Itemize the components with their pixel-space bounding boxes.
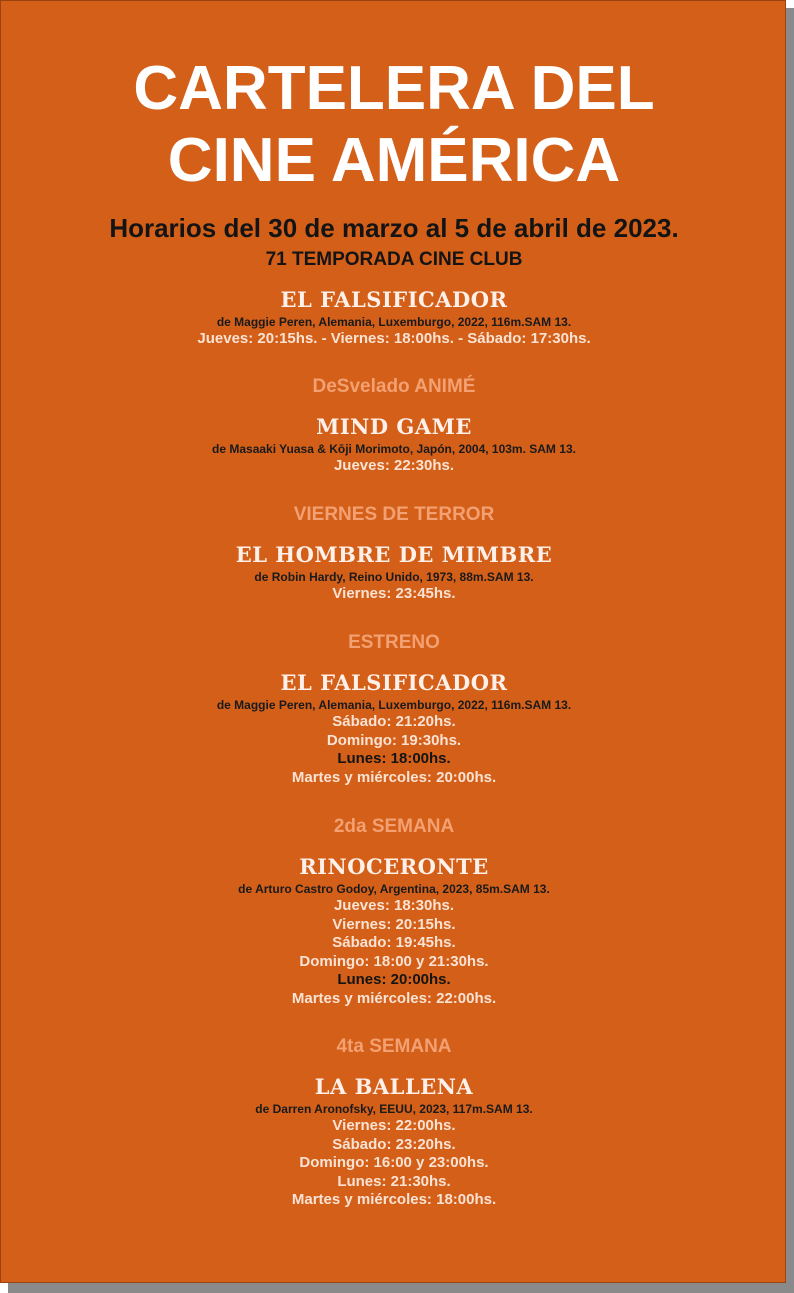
section-heading: VIERNES DE TERROR — [293, 504, 495, 525]
showtime: Martes y miércoles: 18:00hs. — [291, 1191, 497, 1209]
showtime: Lunes: 18:00hs. — [337, 750, 451, 768]
showtime: Viernes: 23:45hs. — [332, 585, 456, 602]
section-heading: 4ta SEMANA — [336, 1036, 452, 1057]
showtimes — [1, 585, 787, 604]
showtimes — [1, 1117, 787, 1210]
movie-credits: de Darren Aronofsky, EEUU, 2023, 117m.SAM 13. — [255, 1102, 533, 1116]
showtime: Viernes: 22:00hs. — [332, 1117, 456, 1134]
movie-title: EL FALSIFICADOR — [280, 670, 508, 695]
movie-title: LA BALLENA — [314, 1074, 474, 1099]
season-label: 71 TEMPORADA CINE CLUB — [265, 249, 523, 270]
movie-credits: de Maggie Peren, Alemania, Luxemburgo, 2022, 116m.SAM 13. — [216, 698, 572, 712]
movie-section — [1, 286, 787, 349]
movie-section — [1, 1035, 787, 1210]
showtime: Jueves: 22:30hs. — [333, 457, 455, 474]
showtime: Viernes: 20:15hs. — [332, 915, 456, 933]
showtimes — [1, 457, 787, 476]
showtime: Sábado: 21:20hs. — [332, 713, 456, 730]
showtimes — [1, 897, 787, 1009]
movie-title: EL HOMBRE DE MIMBRE — [235, 542, 553, 567]
movie-title: MIND GAME — [316, 414, 472, 439]
showtime: Jueves: 20:15hs. - Viernes: 18:00hs. - Sábado: 17:30hs. — [197, 330, 591, 347]
movie-credits: de Robin Hardy, Reino Unido, 1973, 88m.SAM 13. — [254, 570, 534, 584]
showtime: Lunes: 21:30hs. — [337, 1172, 451, 1190]
movie-credits: de Masaaki Yuasa & Kōji Morimoto, Japón, 2004, 103m. SAM 13. — [212, 442, 576, 456]
showtime: Martes y miércoles: 20:00hs. — [291, 768, 497, 786]
movie-title: RINOCERONTE — [299, 854, 489, 879]
movie-section — [1, 815, 787, 1009]
showtime: Sábado: 23:20hs. — [332, 1135, 456, 1153]
poster-title-line1: CARTELERA DEL — [133, 54, 655, 123]
schedule-dates: Horarios del 30 de marzo al 5 de abril de 2023. — [109, 213, 679, 243]
movie-credits: de Maggie Peren, Alemania, Luxemburgo, 2022, 116m.SAM 13. — [216, 315, 572, 329]
movie-credits: de Arturo Castro Godoy, Argentina, 2023, 85m.SAM 13. — [238, 882, 550, 896]
section-heading: DeSvelado ANIMÉ — [312, 376, 476, 397]
section-heading: ESTRENO — [348, 632, 440, 653]
showtime: Domingo: 18:00 y 21:30hs. — [299, 952, 489, 970]
showtime: Lunes: 20:00hs. — [337, 971, 451, 989]
showtime: Jueves: 18:30hs. — [333, 897, 455, 914]
showtimes — [1, 713, 787, 787]
movie-section — [1, 631, 787, 787]
movie-section — [1, 503, 787, 604]
showtimes — [1, 330, 787, 349]
poster-title-line2: CINE AMÉRICA — [167, 126, 621, 195]
showtime: Domingo: 16:00 y 23:00hs. — [299, 1154, 489, 1172]
showtime: Martes y miércoles: 22:00hs. — [291, 989, 497, 1007]
showtime: Sábado: 19:45hs. — [332, 934, 456, 952]
showtime: Domingo: 19:30hs. — [326, 731, 462, 749]
section-heading: 2da SEMANA — [333, 816, 455, 837]
movie-section — [1, 375, 787, 476]
movie-title: EL FALSIFICADOR — [280, 287, 508, 312]
